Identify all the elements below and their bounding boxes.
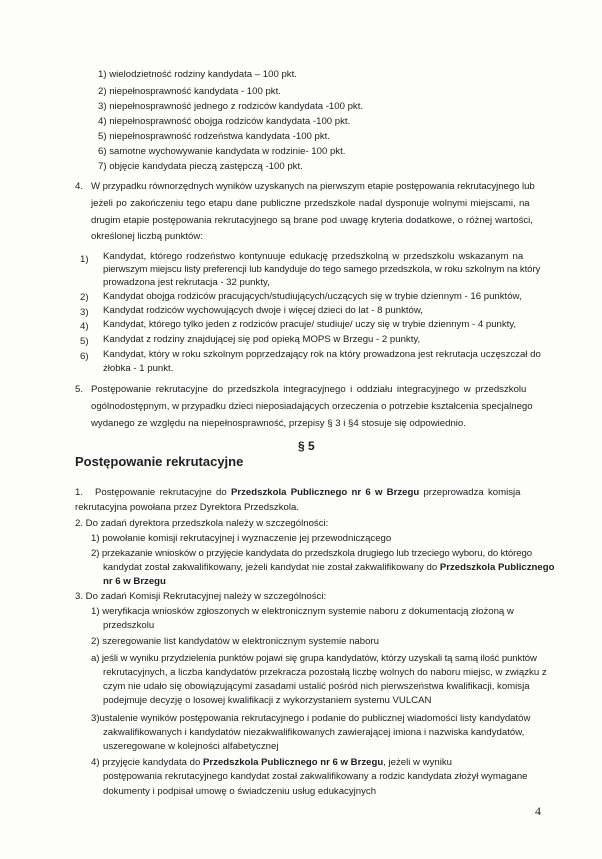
list-text: wielodzietność rodziny kandydata – 100 pkt. [109, 69, 297, 80]
item-line: postępowania rekrutacyjnego kandydat został zakwalifikowany a rodzic kandydata złożył wymagane [103, 771, 528, 782]
item-line: przedszkolu [103, 620, 155, 631]
section-title: Postępowanie rekrutacyjne [75, 454, 244, 469]
criteria-number: 6) [80, 351, 89, 362]
paragraph-line: jeżeli po zakończeniu tego etapu dane publiczne przedszkole nadal dysponuje wolnymi miejscami, na [91, 198, 530, 209]
criteria-number: 1) [80, 254, 89, 265]
criteria-line: prowadzona jest rekrutacja - 32 punkty, [103, 277, 270, 288]
item-line: czym nie udało się obowiązującymi zasadami ustalić pośród nich pierwszeństwa kwalifikacji, komisja [103, 681, 530, 692]
list-item [98, 146, 345, 158]
item-line [95, 487, 521, 499]
list-number: 4) [98, 116, 107, 127]
paragraph-line: Postępowanie rekrutacyjne do przedszkola integracyjnego i oddziału integracyjnego w przedszkolu [91, 384, 527, 395]
criteria-line: Kandydat rodziców wychowujących dwoje i więcej dzieci do lat - 8 punktów, [103, 305, 423, 316]
item-line [103, 562, 554, 574]
list-text: niepełnosprawność kandydata - 100 pkt. [109, 86, 281, 97]
list-item [98, 69, 297, 81]
item-line: 3)ustalenie wyników postępowania rekrutacyjnego i podanie do publicznej wiadomości listy kandydatów [91, 713, 531, 724]
item-line: 2) przekazanie wniosków o przyjęcie kandydata do przedszkola drugiego lub trzeciego wyboru, do którego [91, 548, 532, 559]
school-name: Przedszkola Publicznego nr 6 w Brzegu [203, 757, 384, 768]
list-text: objęcie kandydata pieczą zastępczą -100 pkt. [109, 161, 303, 172]
item-intro: 2. Do zadań dyrektora przedszkola należy w szczególności: [75, 518, 329, 529]
list-text: niepełnosprawność rodzeństwa kandydata -100 pkt. [109, 131, 330, 142]
item-line: 1) powołanie komisji rekrutacyjnej i wyznaczenie jej przewodniczącego [91, 533, 392, 544]
item-line [91, 757, 452, 769]
list-number: 1) [98, 69, 107, 80]
criteria-line: Kandydat z rodziny znajdującej się pod opieką MOPS w Brzegu - 2 punkty, [103, 334, 421, 345]
text-span: Postępowanie rekrutacyjne do [95, 487, 231, 498]
criteria-line: pierwszym miejscu listy preferencji lub kandyduje do tego samego przedszkola, w roku szkolnym na który [103, 264, 541, 275]
page-number: 4 [535, 804, 541, 818]
list-number: 2) [98, 86, 107, 97]
text-span: 4) przyjęcie kandydata do [91, 757, 203, 768]
criteria-number: 5) [80, 336, 89, 347]
school-name: Przedszkola Publicznego nr 6 w Brzegu [231, 487, 420, 498]
list-item [98, 116, 350, 128]
item-line: zakwalifikowanych i kandydatów niezakwalifikowanych zawierającej imiona i nazwiska kandydatów, [103, 727, 525, 738]
criteria-number: 2) [80, 292, 89, 303]
item-number: 1. [75, 487, 84, 498]
school-name: Przedszkola Publicznego [439, 562, 555, 573]
item-line: 2) szeregowanie list kandydatów w elektronicznym systemie naboru [91, 636, 379, 647]
criteria-number: 3) [80, 307, 89, 318]
list-number: 6) [98, 146, 107, 157]
item-line: a) jeśli w wyniku przydzielenia punktów pojawi się grupa kandydatów, którzy uzyskali tą samą ilość punktów [91, 653, 537, 664]
paragraph-line: określonej liczbą punktów: [91, 231, 203, 242]
item-intro: 3. Do zadań Komisji Rekrutacyjnej należy w szczególności: [75, 591, 327, 602]
list-number: 7) [98, 161, 107, 172]
criteria-line: Kandydat, którego tylko jeden z rodziców pracuje/ studiuje/ uczy się w trybie dziennym - 4 punkty, [103, 319, 517, 330]
school-name: nr 6 w Brzegu [103, 576, 166, 587]
item-line [103, 576, 166, 588]
criteria-line: Kandydat, którego rodzeństwo kontynuuje edukację przedszkolną w przedszkolu wskazanym na [103, 251, 524, 262]
list-item [98, 86, 281, 98]
criteria-line: Kandydat obojga rodziców pracujących/studiujących/uczących się w trybie dziennym - 16 punktów, [103, 291, 522, 302]
list-text: samotne wychowywanie kandydata w rodzinie- 100 pkt. [109, 146, 346, 157]
item-line: podejmuje decyzję o losowej kwalifikacji z wykorzystaniem systemu VULCAN [103, 695, 432, 706]
text-span: kandydat został zakwalifikowany, jeżeli kandydat nie został zakwalifikowany do [103, 562, 440, 573]
section-symbol: § 5 [298, 439, 315, 453]
paragraph-line: W przypadku równorzędnych wyników uzyskanych na pierwszym etapie postępowania rekrutacyjnego lub [91, 181, 535, 192]
paragraph-line: wydanego ze względu na niepełnosprawność, przepisy § 3 i §4 stosuje się odpowiednio. [91, 418, 466, 429]
list-number: 5) [98, 131, 107, 142]
list-item [98, 161, 303, 173]
paragraph-number: 4. [75, 181, 84, 192]
item-line: rekrutacyjna powołana przez Dyrektora Przedszkola. [75, 502, 299, 513]
criteria-line: żłobka - 1 punkt. [103, 363, 174, 374]
list-text: niepełnosprawność obojga rodziców kandydata -100 pkt. [109, 116, 351, 127]
criteria-line: Kandydat, który w roku szkolnym poprzedzający rok na który prowadzona jest rekrutacja uczęszczał do [103, 349, 541, 360]
list-number: 3) [98, 101, 107, 112]
item-line: rekrutacyjnych, a liczba kandydatów przekracza pozostałą liczbę wolnych do naboru miejsc, w związku z [103, 667, 547, 678]
text-span: , jeżeli w wyniku [383, 757, 452, 768]
criteria-number: 4) [80, 321, 89, 332]
list-text: niepełnosprawność jednego z rodziców kandydata -100 pkt. [109, 101, 364, 112]
paragraph-number: 5. [75, 384, 84, 395]
list-item [98, 101, 363, 113]
item-line: dokumenty i podpisał umowę o świadczeniu usług edukacyjnych [103, 786, 377, 797]
paragraph-line: drugim etapie postępowania rekrutacyjnego są brane pod uwagę kryteria dodatkowe, o różnej wartości, [91, 215, 533, 226]
item-line: uszeregowane w kolejności alfabetycznej [103, 741, 279, 752]
paragraph-line: ogólnodostępnym, w przypadku dzieci nieposiadających orzeczenia o potrzebie kształcenia specjalnego [91, 401, 533, 412]
list-item [98, 131, 330, 143]
text-span: przeprowadza komisja [419, 487, 521, 498]
item-line: 1) weryfikacja wniosków zgłoszonych w elektronicznym systemie naboru z dokumentacją złożoną w [91, 606, 514, 617]
